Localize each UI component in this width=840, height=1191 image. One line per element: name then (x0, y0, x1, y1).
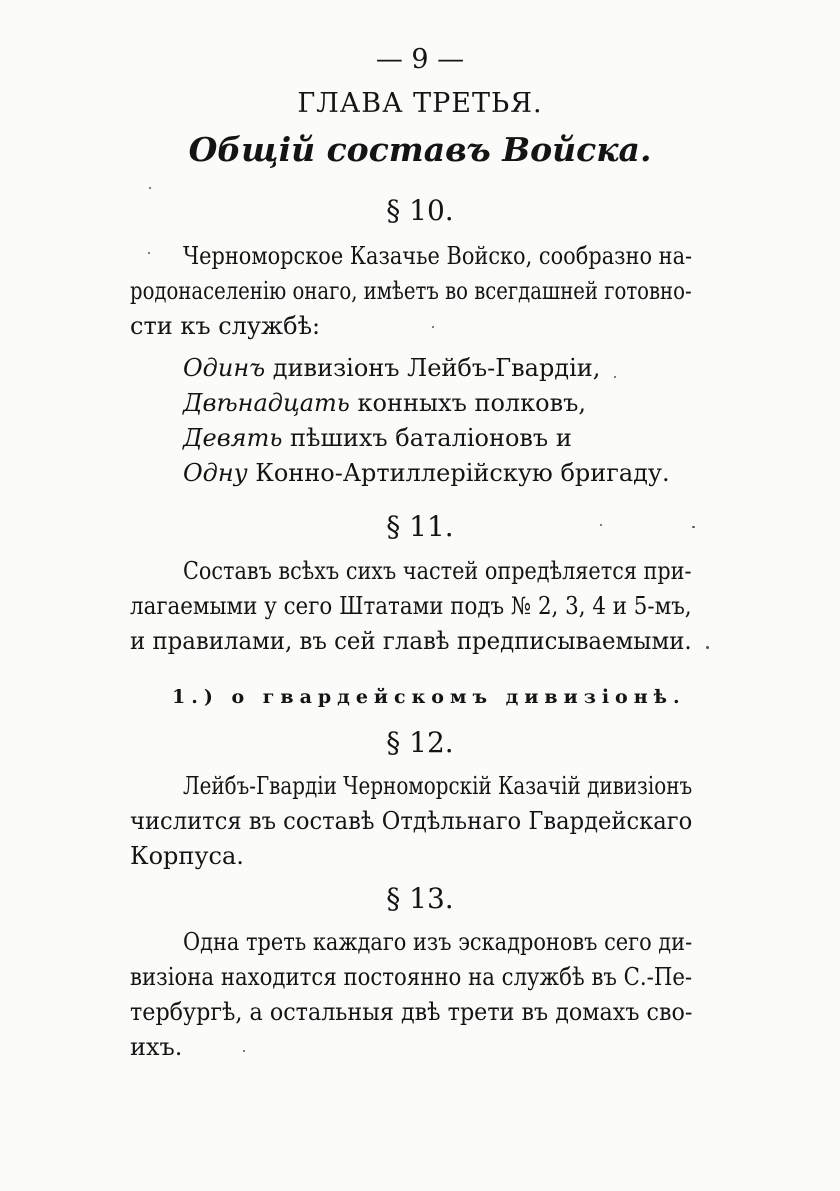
section-mark-13: § 13. (386, 882, 454, 915)
page-number: — 9 — (375, 44, 465, 75)
section-mark-11: § 11. (386, 510, 454, 543)
print-speck (243, 1050, 245, 1052)
paragraph-line: визіона находится постоянно на службѣ въ С.-Пе- (130, 963, 693, 991)
print-speck (692, 526, 695, 528)
list-item-text: конныхъ полковъ, (349, 389, 587, 417)
paragraph-line: ихъ. (130, 1033, 183, 1061)
section-mark-10: § 10. (386, 194, 454, 227)
chapter-subtitle: Общій составъ Войска. (188, 130, 652, 169)
list-item (183, 354, 600, 382)
list-item-count: Двѣнадцать (183, 389, 350, 417)
paragraph-line: Составъ всѣхъ сихъ частей опредѣляется при- (183, 557, 692, 585)
paragraph-line: Корпуса. (130, 842, 244, 870)
subsection-heading: 1.) о гвардейскомъ дивизіонѣ. (172, 686, 686, 708)
print-speck (148, 252, 150, 254)
list-item-count: Девять (183, 424, 283, 452)
paragraph-line: и правилами, въ сей главѣ предписываемыми. (130, 627, 692, 655)
list-item-text: пѣшихъ баталіоновъ и (282, 424, 572, 452)
paragraph-line: сти къ службѣ: (130, 312, 321, 340)
paragraph-line: тербургѣ, а остальныя двѣ трети въ домахъ сво- (130, 998, 693, 1026)
section-mark-12: § 12. (386, 726, 454, 759)
list-item-text: дивизіонъ Лейбъ-Гвардіи, (265, 354, 601, 382)
paragraph-line: числится въ составѣ Отдѣльнаго Гвардейскаго (130, 807, 693, 835)
print-speck (149, 187, 151, 189)
paragraph-line: родонаселенію онаго, имѣетъ во всегдашней готовно- (130, 277, 692, 305)
paragraph-line: лагаемыми у сего Штатами подъ № 2, 3, 4 и 5-мъ, (130, 592, 692, 620)
print-speck (706, 646, 709, 649)
list-item (183, 389, 586, 417)
print-speck (614, 376, 616, 378)
list-item-text: Конно-Артиллерійскую бригаду. (247, 459, 670, 487)
print-speck (600, 524, 602, 526)
print-speck (432, 326, 434, 328)
list-item (183, 424, 572, 452)
list-item (183, 459, 670, 487)
paragraph-line: Черноморское Казачье Войско, сообразно на- (183, 242, 693, 270)
paragraph-line: Лейбъ-Гвардіи Черноморскій Казачій дивизіонъ (183, 772, 693, 800)
list-item-count: Одну (183, 459, 248, 487)
list-item-count: Одинъ (183, 354, 266, 382)
chapter-title: ГЛАВА ТРЕТЬЯ. (297, 88, 543, 119)
paragraph-line: Одна треть каждаго изъ эскадроновъ сего ди- (183, 928, 693, 956)
